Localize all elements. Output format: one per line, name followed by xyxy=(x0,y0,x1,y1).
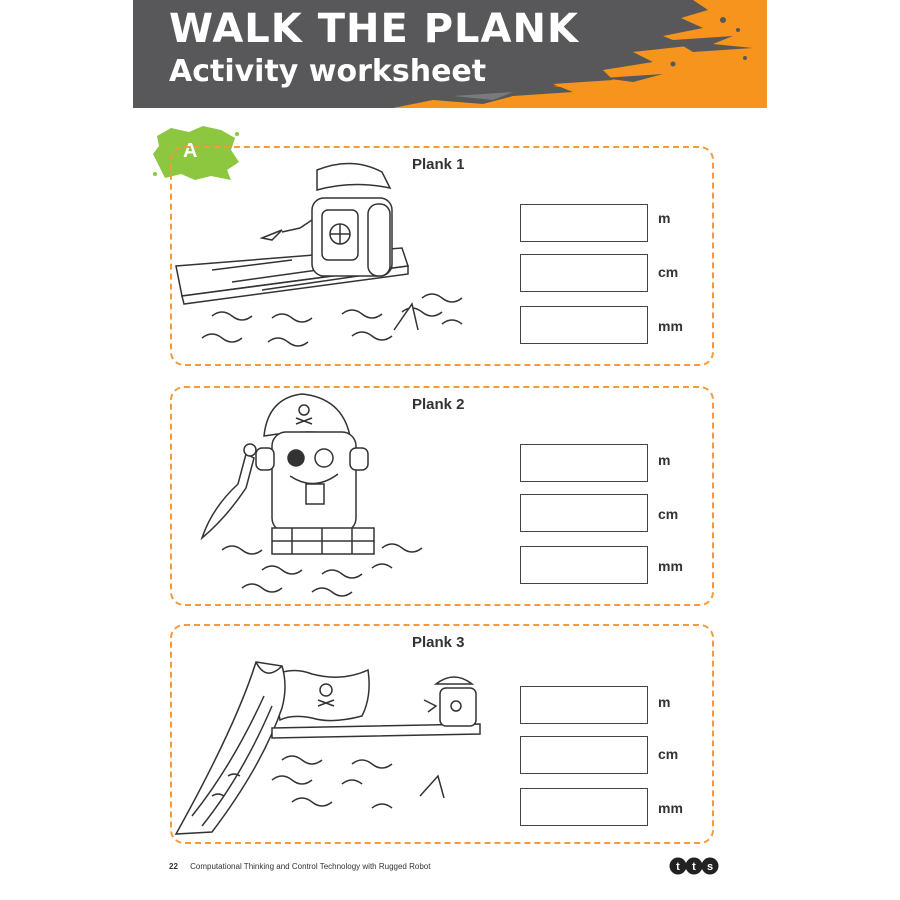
robot-on-plank-illustration xyxy=(172,148,492,364)
plank-3-m-unit: m xyxy=(658,694,671,710)
plank-1-mm-input[interactable] xyxy=(520,306,648,344)
svg-text:s: s xyxy=(706,861,714,873)
worksheet-page xyxy=(133,0,767,900)
plank-2-title: Plank 2 xyxy=(412,396,465,413)
plank-2-cm-input[interactable] xyxy=(520,494,648,532)
section-badge-letter: A xyxy=(183,140,198,162)
plank-panel-1 xyxy=(170,146,714,366)
tts-logo xyxy=(669,856,719,876)
plank-3-mm-unit: mm xyxy=(658,800,683,816)
plank-3-cm-unit: cm xyxy=(658,746,679,762)
worksheet-subtitle: Activity worksheet xyxy=(169,54,487,89)
plank-1-mm-unit: mm xyxy=(658,318,683,334)
plank-1-m-input[interactable] xyxy=(520,204,648,242)
svg-text:t: t xyxy=(676,861,680,873)
plank-1-cm-input[interactable] xyxy=(520,254,648,292)
pirate-robot-illustration xyxy=(172,388,492,604)
footer xyxy=(169,862,430,871)
plank-2-mm-input[interactable] xyxy=(520,546,648,584)
plank-2-cm-unit: cm xyxy=(658,506,679,522)
page-number: 22 xyxy=(169,862,178,871)
plank-panel-2 xyxy=(170,386,714,606)
worksheet-title: WALK THE PLANK xyxy=(169,6,579,52)
plank-1-cm-unit: cm xyxy=(658,264,679,280)
plank-3-mm-input[interactable] xyxy=(520,788,648,826)
plank-3-title: Plank 3 xyxy=(412,634,465,651)
svg-text:t: t xyxy=(692,861,696,873)
plank-2-m-input[interactable] xyxy=(520,444,648,482)
plank-2-mm-unit: mm xyxy=(658,558,683,574)
plank-1-title: Plank 1 xyxy=(412,156,465,173)
plank-panel-3 xyxy=(170,624,714,844)
plank-3-m-input[interactable] xyxy=(520,686,648,724)
plank-3-cm-input[interactable] xyxy=(520,736,648,774)
plank-1-m-unit: m xyxy=(658,210,671,226)
header-banner xyxy=(133,0,767,108)
footer-book-title: Computational Thinking and Control Technology with Rugged Robot xyxy=(190,862,431,871)
plank-2-m-unit: m xyxy=(658,452,671,468)
ship-and-plank-illustration xyxy=(172,626,492,842)
